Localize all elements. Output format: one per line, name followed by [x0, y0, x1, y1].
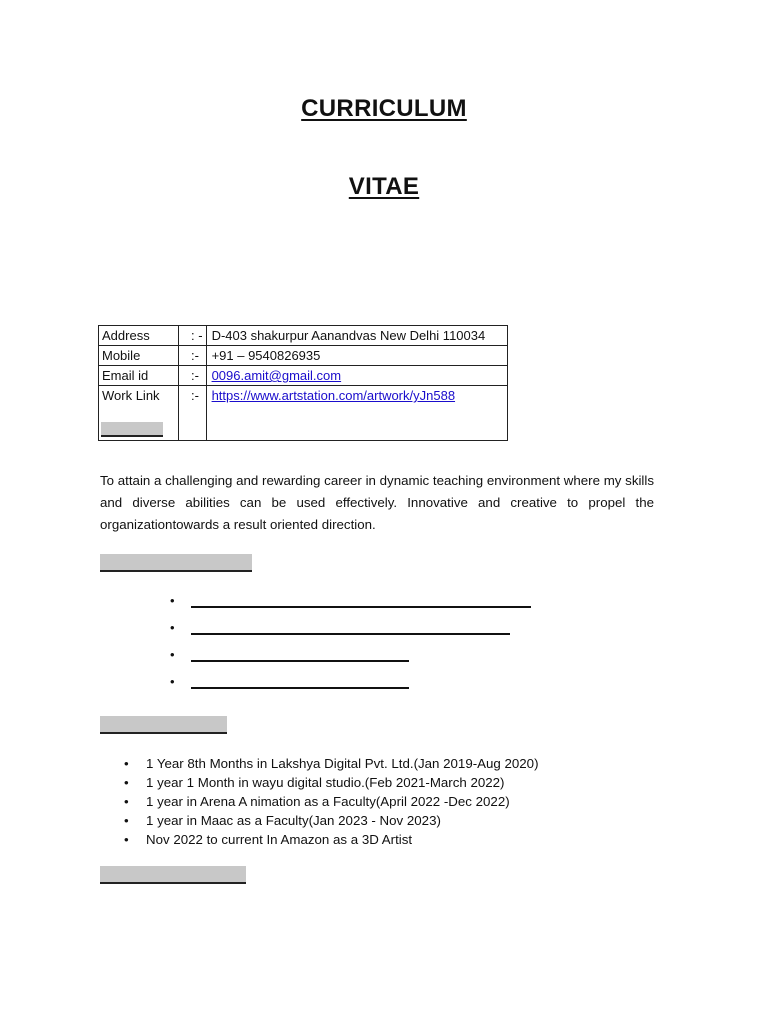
- address-value: D-403 shakurpur Aanandvas New Delhi 110034: [206, 326, 507, 346]
- title-curriculum: CURRICULUM: [301, 95, 467, 122]
- work-link-separator: :-: [179, 386, 207, 441]
- contact-row-mobile: [99, 346, 508, 366]
- bullet-icon: •: [170, 647, 175, 662]
- address-label: Address: [99, 326, 179, 346]
- blank-underline: [191, 606, 531, 608]
- address-separator: : -: [179, 326, 207, 346]
- bullet-icon: •: [170, 674, 175, 689]
- email-link[interactable]: 0096.amit@gmail.com: [211, 368, 342, 383]
- bullet-icon: •: [170, 620, 175, 635]
- contact-row-work-link: [99, 386, 508, 441]
- email-label: Email id: [99, 366, 179, 386]
- contact-row-address: [99, 326, 508, 346]
- blank-underline: [191, 633, 510, 635]
- email-separator: :-: [179, 366, 207, 386]
- blank-underline: [191, 660, 409, 662]
- experience-item: • 1 Year 8th Months in Lakshya Digital Pvt. Ltd.(Jan 2019-Aug 2020): [124, 754, 539, 773]
- experience-list: [124, 754, 539, 849]
- mobile-label: Mobile: [99, 346, 179, 366]
- work-link-url[interactable]: https://www.artstation.com/artwork/yJn588: [211, 388, 456, 403]
- redacted-section-heading-2: [100, 716, 227, 734]
- experience-item: • 1 year 1 Month in wayu digital studio.(Feb 2021-March 2022): [124, 773, 539, 792]
- experience-item: • 1 year in Maac as a Faculty(Jan 2023 - Nov 2023): [124, 811, 539, 830]
- bullet-icon: •: [170, 593, 175, 608]
- redacted-section-heading-3: [100, 866, 246, 884]
- mobile-separator: :-: [179, 346, 207, 366]
- career-objective-paragraph: To attain a challenging and rewarding career in dynamic teaching environment where my skills and diverse abilities can be used effectively. Innovative and creative to propel the organizationtowards a result oriented direction.: [100, 473, 654, 532]
- redacted-field: [101, 422, 163, 437]
- experience-item: • Nov 2022 to current In Amazon as a 3D Artist: [124, 830, 539, 849]
- blank-underline: [191, 687, 409, 689]
- redacted-section-heading-1: [100, 554, 252, 572]
- contact-table: [98, 325, 508, 441]
- contact-row-email: [99, 366, 508, 386]
- work-link-label: Work Link: [102, 388, 160, 403]
- title-vitae: VITAE: [348, 173, 420, 200]
- mobile-value: +91 – 9540826935: [206, 346, 507, 366]
- experience-item: • 1 year in Arena A nimation as a Faculty(April 2022 -Dec 2022): [124, 792, 539, 811]
